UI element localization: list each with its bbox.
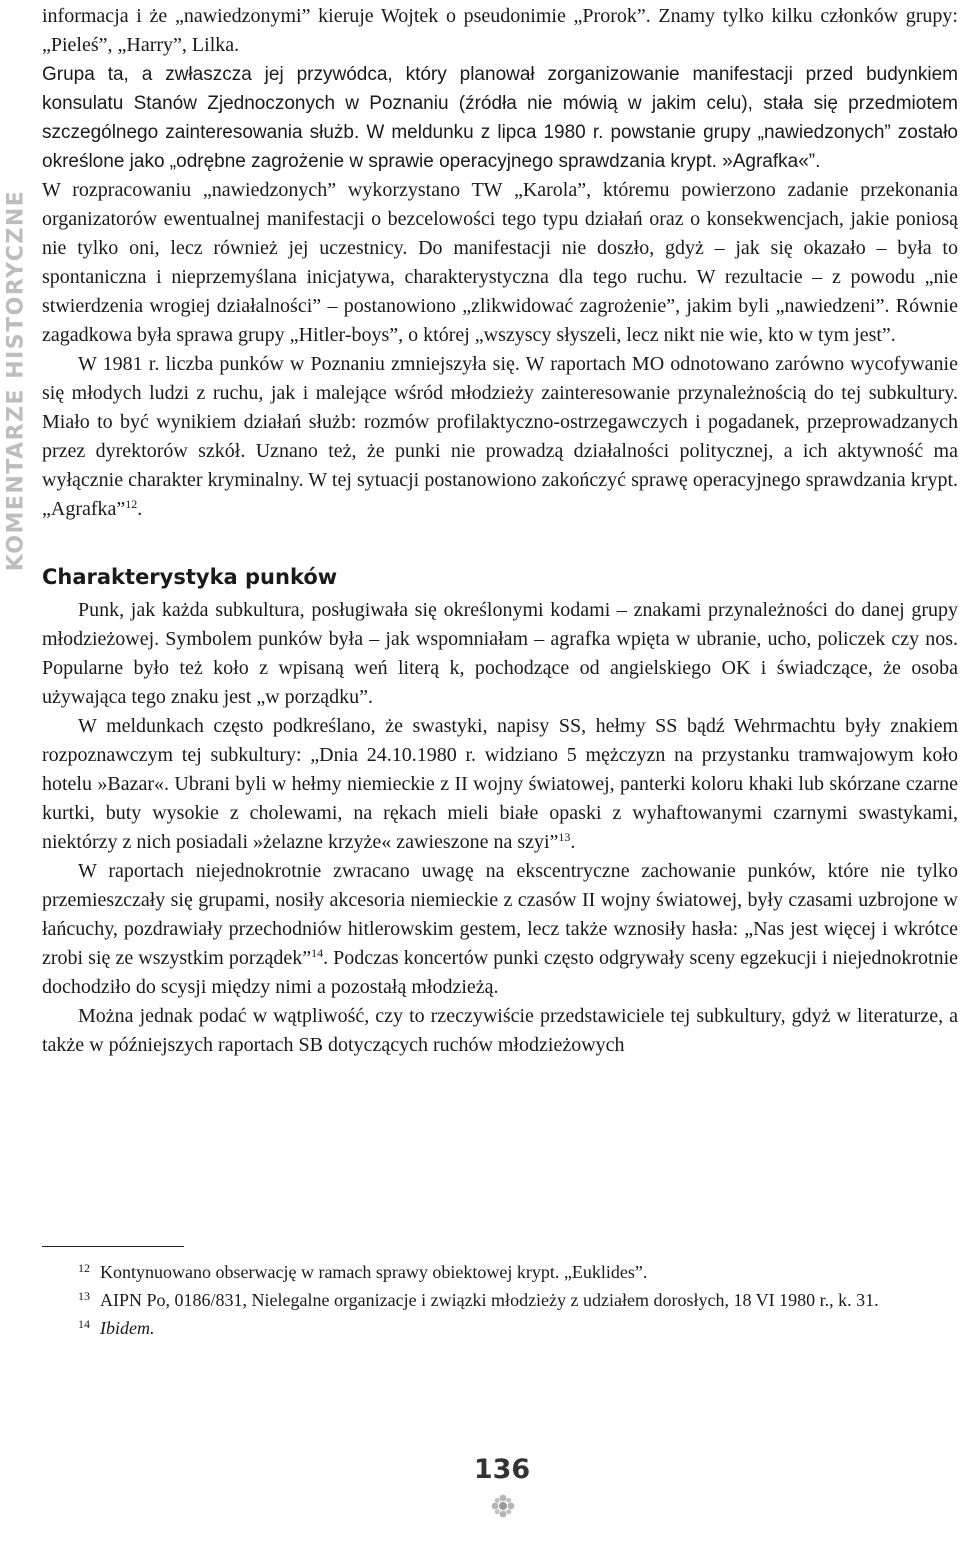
footnote	[42, 1258, 958, 1286]
paragraph: W rozpracowaniu „nawiedzonych” wykorzystano TW „Karola”, któremu powierzono zadanie przekonania organizatorów ewentualnej manifestacji o bezcelowości tego typu działań oraz o konsekwencjach, jakie poniosą nie tylko oni, lecz również jej uczestnicy. Do manifestacji nie doszło, gdyż – jak się okazało – była to spontaniczna i nieprzemyślana inicjatywa, charakterystyczna dla tego ruchu. W rezultacie – z powodu „nie stwierdzenia wrogiej działalności” – postanowiono „zlikwidować zagrożenie”, jakim byli „nawiedzeni”. Równie zagadkowa była sprawa grupy „Hitler-boys”, o której „wszyscy słyszeli, lecz nikt nie wie, kto w tym jest”.	[42, 179, 958, 346]
paragraph	[42, 857, 958, 1002]
footnote-number: 12	[78, 1261, 90, 1275]
paragraph-text: W 1981 r. liczba punków w Poznaniu zmniejszyła się. W raportach MO odnotowano zarówno wycofywanie się młodych ludzi z ruchu, jak i malejące wśród młodzieży zainteresowanie przynależnością do tej subkultury. Miało to być wynikiem działań służb: rozmów profilaktyczno-ostrzegawczych i pogadanek, przeprowadzanych przez dyrektorów szkół. Uznano też, że punki nie prowadzą działalności politycznej, a ich aktywność ma wyłącznie charakter kryminalny. W tej sytuacji postanowiono zakończyć sprawę operacyjnego sprawdzania krypt. „Agrafka”	[42, 353, 958, 520]
paragraph	[42, 712, 958, 857]
paragraph: Punk, jak każda subkultura, posługiwała się określonymi kodami – znakami przynależności do danej grupy młodzieżowej. Symbolem punków była – jak wspomniałam – agrafka wpięta w ubranie, ucho, policzek czy nos. Popularne było też koło z wpisaną weń literą k, pochodzące od angielskiego OK i świadczące, że osoba używająca tego znaku jest „w porządku”.	[42, 599, 958, 708]
paragraph-end: .	[570, 831, 576, 853]
page-number: 136	[473, 1454, 531, 1485]
paragraph-end: .	[137, 498, 143, 520]
footnote-text: Kontynuowano obserwację w ramach sprawy obiektowej krypt. „Euklides”.	[100, 1262, 648, 1282]
paragraph-text: Podczas koncertów punki często odgrywały sceny egzekucji i niejednokrotnie dochodziło do scysji między nimi a pozostałą młodzieżą.	[42, 947, 959, 998]
paragraph-text: W raportach niejednokrotnie zwracano uwagę na ekscentryczne zachowanie punków, które nie tylko przemieszczały się grupami, nosiły akcesoria niemieckie z czasów II wojny światowej, były czasami uzbrojone w łańcuchy, pozdrawiały przechodniów hitlerowskim gestem, lecz także wznosiły hasła: „Nas jest więcej i wkrótce zrobi się ze wszystkim porządek”	[42, 860, 958, 969]
footnote-number: 14	[78, 1317, 90, 1331]
footnote-text: Ibidem.	[100, 1318, 155, 1338]
footnote-ref-14: 14	[311, 946, 324, 960]
footnote-number: 13	[78, 1289, 90, 1303]
footnote	[42, 1286, 958, 1314]
flower-ornament-icon	[490, 1493, 516, 1519]
footnote-divider	[42, 1246, 184, 1247]
footnote	[42, 1314, 958, 1342]
paragraph	[42, 350, 958, 524]
section-heading: Charakterystyka punków	[42, 565, 338, 589]
paragraph-end: .	[323, 947, 329, 969]
paragraph: Można jednak podać w wątpliwość, czy to rzeczywiście przedstawiciele tej subkultury, gdyż w literaturze, a także w późniejszych raportach SB dotyczących ruchów młodzieżowych	[42, 1005, 958, 1056]
main-text	[42, 2, 958, 1060]
side-label-text: KOMENTARZE HISTORYCZNE	[3, 189, 29, 571]
paragraph: Grupa ta, a zwłaszcza jej przywódca, który planował zorganizowanie manifestacji przed budynkiem konsulatu Stanów Zjednoczonych w Poznaniu (źródła nie mówią w jakim celu), stała się przedmiotem szczególnego zainteresowania służb. W meldunku z lipca 1980 r. powstanie grupy „nawiedzonych” zostało określone jako „odrębne zagrożenie w sprawie operacyjnego sprawdzania krypt. »Agrafka«”.	[42, 64, 958, 172]
paragraph-text: W meldunkach często podkreślano, że swastyki, napisy SS, hełmy SS bądź Wehrmachtu były znakiem rozpoznawczym tej subkultury: „Dnia 24.10.1980 r. widziano 5 mężczyzn na przystanku tramwajowym koło hotelu »Bazar«. Ubrani byli w hełmy niemieckie z II wojny światowej, panterki koloru khaki lub skórzane czarne kurtki, buty wysokie z cholewami, na rękach mieli białe opaski z wyhaftowanymi czarnymi swastykami, niektórzy z nich posiadali »żelazne krzyże« zawieszone na szyi”	[42, 715, 958, 853]
footnote-ref-13: 13	[558, 830, 571, 844]
footnotes	[42, 1258, 958, 1342]
footnote-text: AIPN Po, 0186/831, Nielegalne organizacje i związki młodzieży z udziałem dorosłych, 18 VI 1980 r., k. 31.	[100, 1290, 879, 1310]
footnote-ref-12: 12	[125, 497, 138, 511]
running-side-label	[0, 0, 36, 760]
paragraph: informacja i że „nawiedzonymi” kieruje Wojtek o pseudonimie „Prorok”. Znamy tylko kilku członków grupy: „Pieleś”, „Harry”, Lilka.	[42, 5, 958, 56]
